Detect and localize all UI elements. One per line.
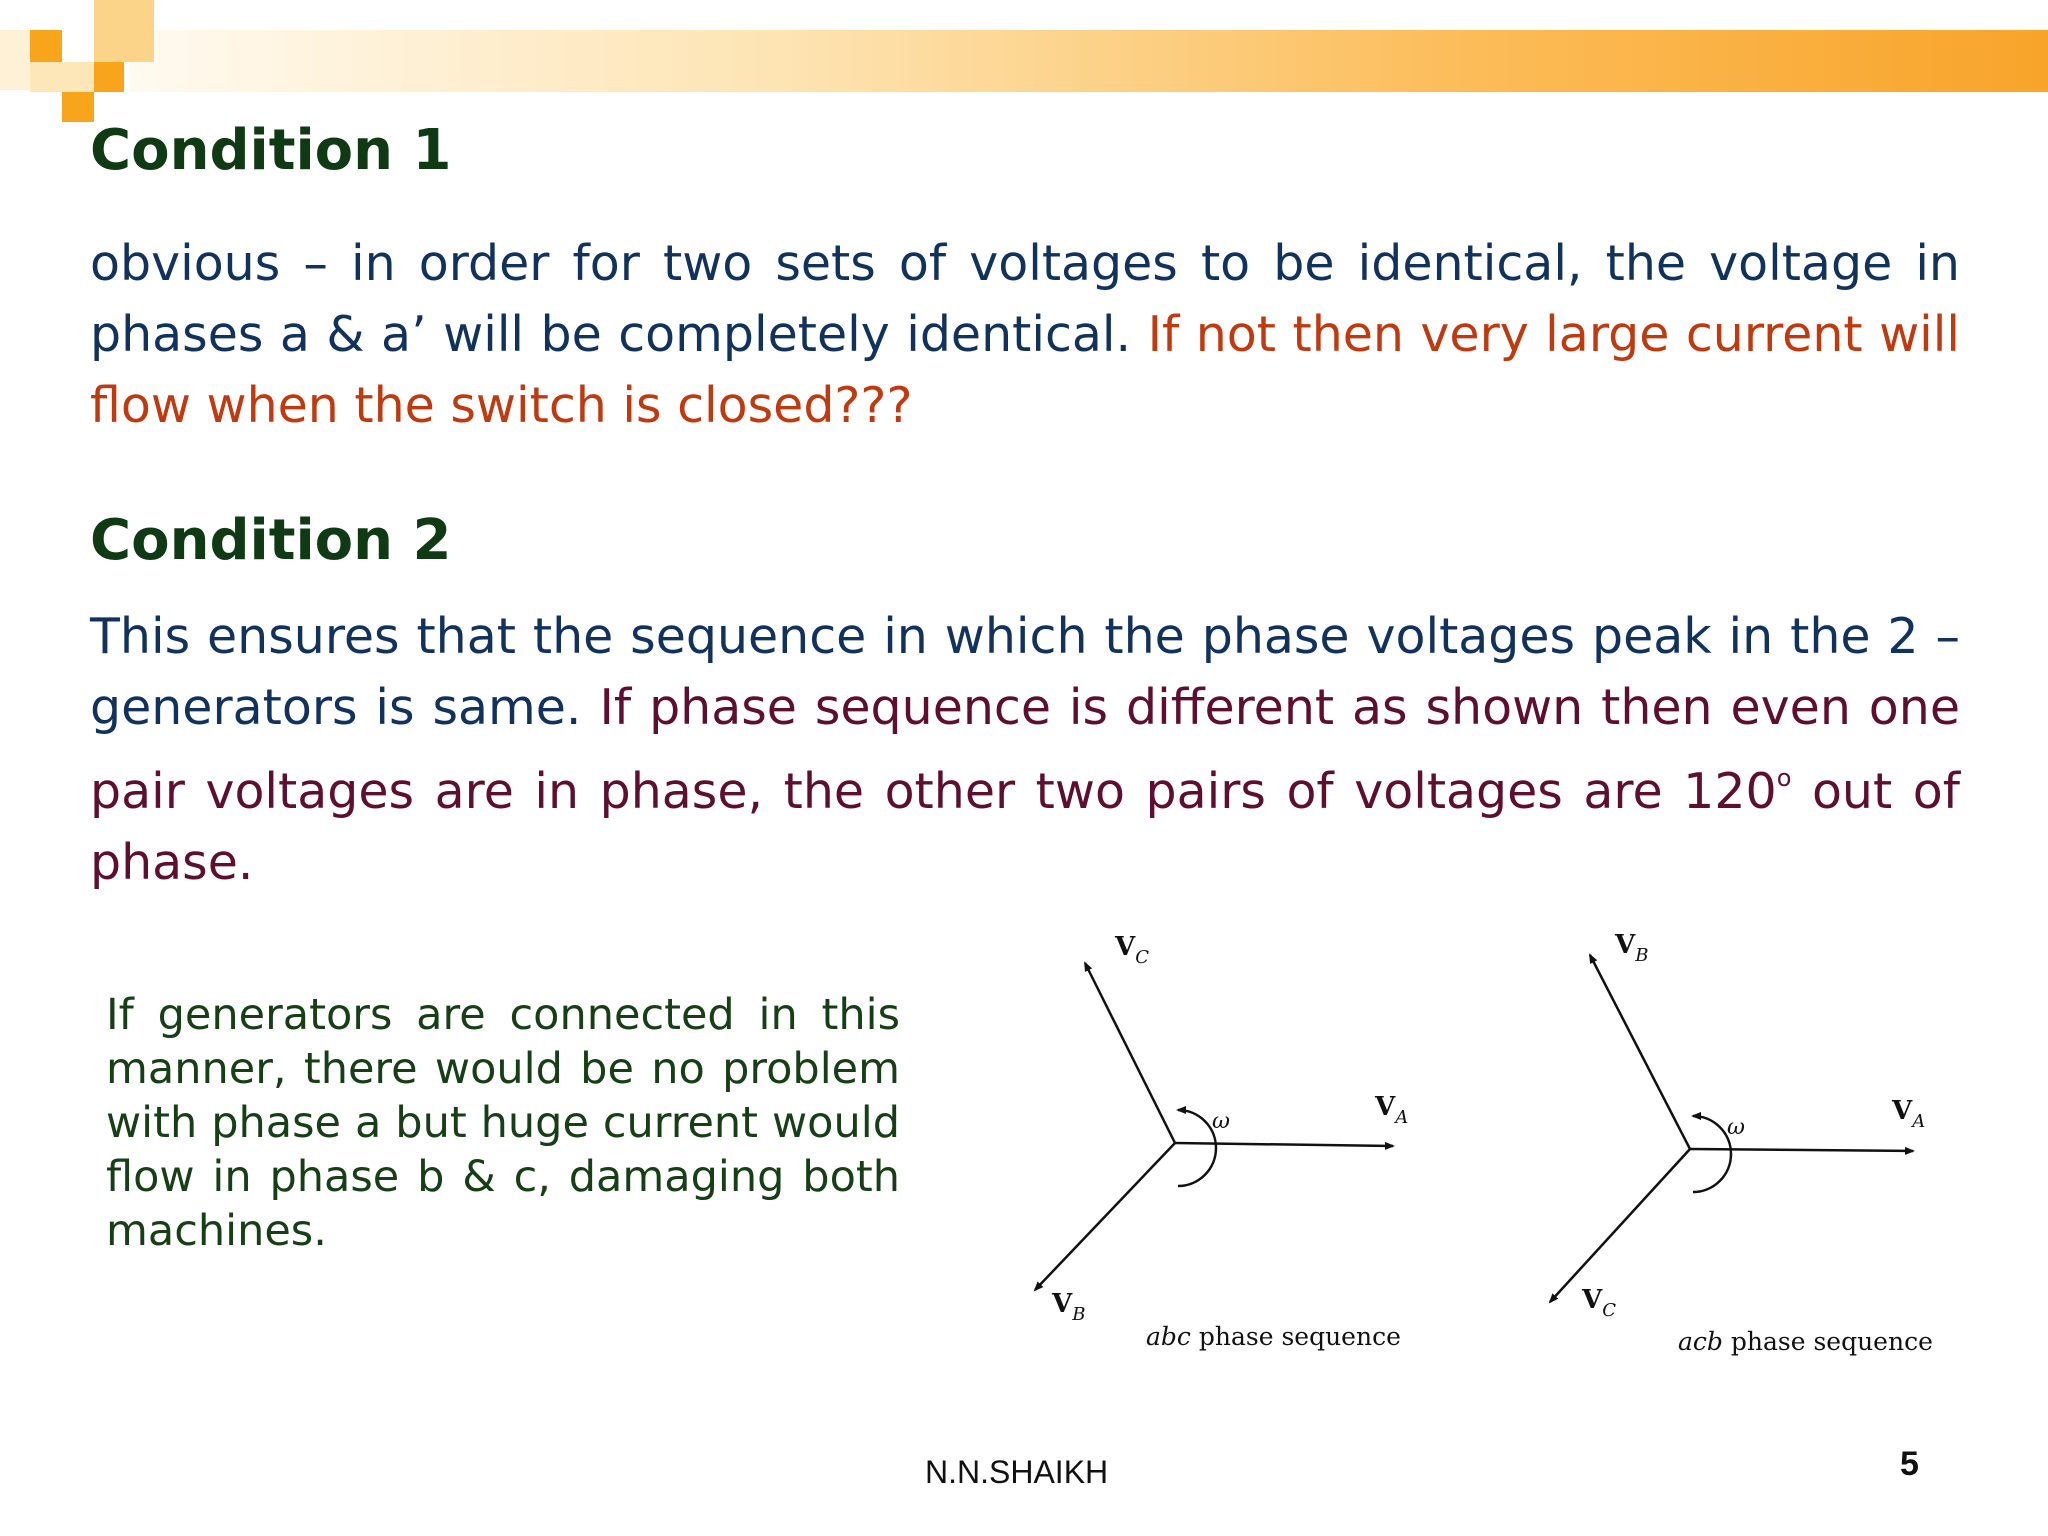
vector-vc-label-v: V: [1582, 1285, 1603, 1315]
acb-caption-italic: acb: [1678, 1327, 1723, 1356]
condition-2-warning-text: If phase sequence is different as shown then even one pair voltages are in phase, the other two pairs of voltages are 120: [90, 679, 1960, 820]
vector-va-label-v: V: [1892, 1096, 1913, 1126]
vector-vb-label-sub: B: [1635, 945, 1649, 966]
vector-vc-label-sub: C: [1602, 1300, 1616, 1321]
phasor-diagram-abc-svg: [1020, 920, 1440, 1370]
phasor-diagram-acb: [1535, 920, 1955, 1370]
vector-vc-line: [1550, 1149, 1690, 1302]
condition-1-warning: If not then very large current will flow when the switch is closed???: [90, 306, 1960, 434]
abc-caption-italic: abc: [1146, 1322, 1191, 1351]
vector-vb-label-v: V: [1615, 930, 1636, 960]
degree-mark: o: [1776, 764, 1792, 792]
abc-caption: [1146, 1322, 1401, 1351]
vector-va-label: [1374, 1092, 1408, 1128]
header-gradient-bar: [130, 30, 2048, 92]
note-paragraph: If generators are connected in this manner, there would be no problem with phase a but huge current would flow in phase b & c, damaging both machines.: [106, 990, 900, 1256]
vector-vb-label: [1614, 930, 1648, 966]
condition-1-text: obvious – in order for two sets of voltages to be identical, the voltage in phases a & a’ will be completely identical.: [90, 235, 1960, 363]
vector-vb-line: [1590, 955, 1690, 1149]
acb-caption-rest: phase sequence: [1722, 1327, 1933, 1356]
rotation-arrow: [1693, 1116, 1731, 1192]
vector-vb-line: [1035, 1143, 1175, 1290]
condition-1-paragraph: [90, 228, 1960, 441]
vector-va-line: [1690, 1149, 1913, 1151]
vector-vc-label-sub: C: [1135, 947, 1149, 968]
rotation-arrow: [1178, 1110, 1216, 1186]
header-decor-square: [62, 62, 94, 92]
phasor-diagram-abc: [1020, 920, 1440, 1370]
omega-label: ω: [1727, 1115, 1745, 1140]
header-decor-square: [94, 62, 124, 92]
vector-va-label: [1891, 1096, 1925, 1132]
vector-va-label-v: V: [1375, 1092, 1396, 1122]
condition-2-text: This ensures that the sequence in which the phase voltages peak in the 2 – generators is same.: [90, 608, 1960, 736]
page-number: 5: [1900, 1445, 1919, 1483]
vector-vc-line: [1085, 963, 1175, 1143]
vector-vb-label-v: V: [1052, 1289, 1073, 1319]
condition-2-paragraph: [90, 601, 1960, 898]
vector-vc-label: [1581, 1285, 1616, 1321]
vector-va-label-sub: A: [1395, 1107, 1409, 1128]
phasor-diagram-acb-svg: [1535, 920, 1955, 1370]
condition-2-warning-end: out of phase.: [90, 763, 1960, 891]
header-decor-square: [30, 30, 62, 62]
vector-vc-label: [1114, 932, 1149, 968]
acb-caption: [1678, 1327, 1933, 1356]
footer-author: N.N.SHAIKH: [925, 1454, 1109, 1490]
condition-1-heading: Condition 1: [90, 118, 452, 183]
omega-label: ω: [1212, 1109, 1230, 1134]
condition-2-heading: Condition 2: [90, 508, 452, 573]
vector-vc-label-v: V: [1115, 932, 1136, 962]
vector-vb-label: [1051, 1289, 1085, 1325]
vector-va-label-sub: A: [1912, 1111, 1926, 1132]
vector-va-line: [1175, 1143, 1393, 1146]
header-decor-square: [0, 30, 30, 90]
header-decor-square: [30, 62, 62, 92]
header-decor-square: [94, 0, 154, 62]
abc-caption-rest: phase sequence: [1190, 1322, 1401, 1351]
vector-vb-label-sub: B: [1072, 1304, 1086, 1325]
